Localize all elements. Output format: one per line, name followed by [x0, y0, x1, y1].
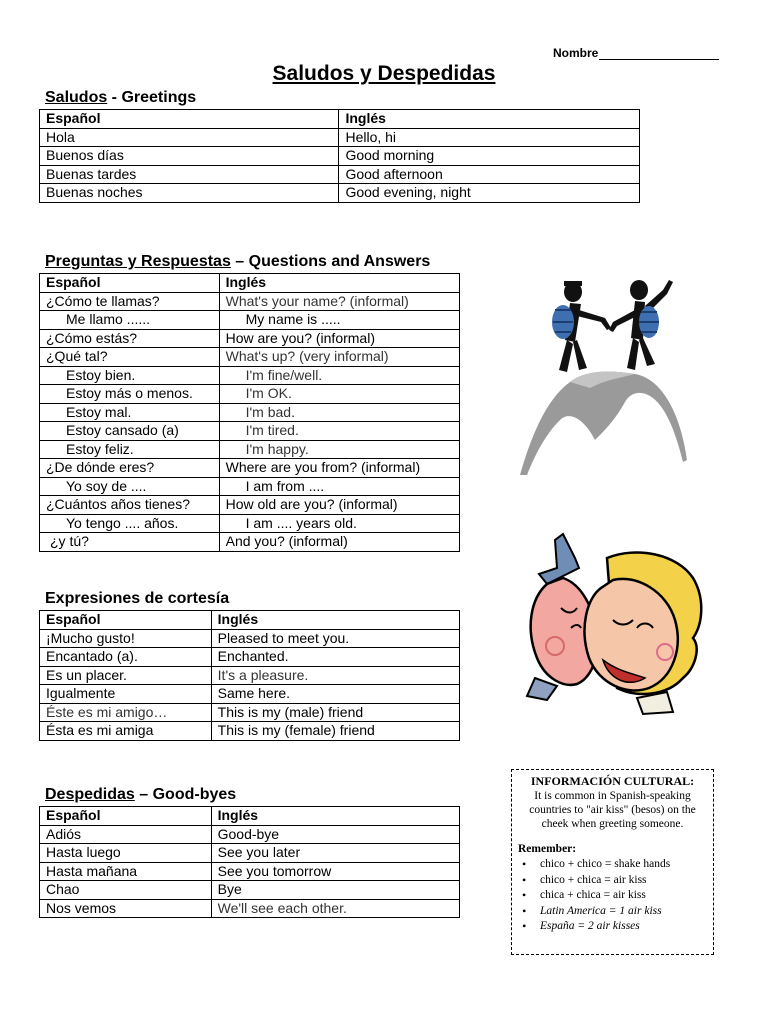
cortesia-heading: Expresiones de cortesía: [45, 590, 230, 607]
table-row: [40, 329, 460, 348]
table-cell: Estoy cansado (a): [40, 422, 220, 441]
header-cell: Español: [40, 110, 339, 129]
table-cell: How old are you? (informal): [219, 496, 459, 515]
table-header-row: [40, 110, 640, 129]
cultural-body: It is common in Spanish-speaking countries to "air kiss" (besos) on the cheek when greeting someone.: [529, 790, 696, 830]
table-cell: Igualmente: [40, 685, 212, 704]
table-header-row: [40, 274, 460, 293]
preguntas-heading-es: Preguntas y Respuestas: [45, 253, 231, 270]
hat-shape: [539, 534, 579, 584]
preguntas-heading: [45, 253, 430, 271]
header-cell: Inglés: [211, 611, 459, 630]
table-cell: We'll see each other.: [211, 899, 459, 918]
saludos-heading: [45, 89, 196, 107]
table-row: [40, 440, 460, 459]
name-field: [553, 46, 719, 60]
table-cell: Nos vemos: [40, 899, 212, 918]
table-row: [40, 366, 460, 385]
name-label: Nombre: [553, 46, 599, 60]
table-cell: ¿Cuántos años tienes?: [40, 496, 220, 515]
preguntas-table: [39, 273, 460, 552]
table-row: [40, 165, 640, 184]
page-title: Saludos y Despedidas: [272, 62, 496, 85]
table-cell: See you later: [211, 844, 459, 863]
header-cell: Español: [40, 807, 212, 826]
table-cell: ¿Cómo estás?: [40, 329, 220, 348]
remember-list: [518, 857, 707, 935]
list-item: • chico + chico = shake hands: [540, 857, 707, 873]
table-cell: ¿y tú?: [40, 533, 220, 552]
table-cell: What's your name? (informal): [219, 292, 459, 311]
table-row: [40, 147, 640, 166]
table-cell: Good morning: [339, 147, 640, 166]
header-cell: Español: [40, 274, 220, 293]
table-cell: I'm bad.: [219, 403, 459, 422]
left-hiker: [552, 281, 611, 372]
table-cell: I am .... years old.: [219, 514, 459, 533]
table-row: [40, 844, 460, 863]
table-cell: Buenos días: [40, 147, 339, 166]
table-row: [40, 685, 460, 704]
table-cell: Chao: [40, 881, 212, 900]
table-cell: This is my (male) friend: [211, 703, 459, 722]
table-cell: And you? (informal): [219, 533, 459, 552]
table-cell: It's a pleasure.: [211, 666, 459, 685]
table-cell: Good-bye: [211, 825, 459, 844]
table-cell: ¿Cómo te llamas?: [40, 292, 220, 311]
saludos-heading-es: Saludos: [45, 89, 108, 106]
list-item: • Latin America = 1 air kiss: [540, 904, 707, 920]
table-cell: What's up? (very informal): [219, 348, 459, 367]
table-cell: Buenas noches: [40, 184, 339, 203]
table-cell: Yo tengo .... años.: [40, 514, 220, 533]
remember-label: Remember:: [518, 843, 577, 855]
table-cell: How are you? (informal): [219, 329, 459, 348]
table-row: [40, 881, 460, 900]
saludos-heading-en: - Greetings: [107, 89, 197, 106]
table-row: [40, 899, 460, 918]
despedidas-heading: [45, 786, 236, 804]
table-cell: Es un placer.: [40, 666, 212, 685]
despedidas-heading-es: Despedidas: [45, 786, 135, 803]
table-cell: Adiós: [40, 825, 212, 844]
cortesia-table: [39, 610, 460, 741]
list-item: • España = 2 air kisses: [540, 919, 707, 935]
table-cell: Me llamo ......: [40, 311, 220, 330]
table-row: [40, 496, 460, 515]
table-cell: ¿Qué tal?: [40, 348, 220, 367]
table-cell: Hello, hi: [339, 128, 640, 147]
preguntas-heading-en: – Questions and Answers: [230, 253, 431, 270]
table-cell: Hasta mañana: [40, 862, 212, 881]
name-blank-line: [599, 47, 719, 60]
table-row: [40, 629, 460, 648]
header-cell: Inglés: [219, 274, 459, 293]
table-row: [40, 292, 460, 311]
cultural-info-box: [511, 769, 714, 955]
table-cell: Yo soy de ....: [40, 477, 220, 496]
despedidas-table: [39, 806, 460, 918]
table-cell: Enchanted.: [211, 648, 459, 667]
list-item: • chico + chica = air kiss: [540, 873, 707, 889]
table-header-row: [40, 611, 460, 630]
table-cell: ¿De dónde eres?: [40, 459, 220, 478]
table-cell: I am from ....: [219, 477, 459, 496]
table-cell: Estoy bien.: [40, 366, 220, 385]
table-cell: I'm fine/well.: [219, 366, 459, 385]
table-row: [40, 128, 640, 147]
table-row: [40, 385, 460, 404]
table-row: [40, 648, 460, 667]
header-cell: Inglés: [211, 807, 459, 826]
table-cell: Hola: [40, 128, 339, 147]
cultural-heading: INFORMACIÓN CULTURAL:: [530, 774, 695, 788]
table-cell: Éste es mi amigo…: [40, 703, 212, 722]
table-cell: Estoy más o menos.: [40, 385, 220, 404]
table-row: [40, 703, 460, 722]
right-hiker: [609, 280, 673, 370]
table-row: [40, 514, 460, 533]
despedidas-heading-en: – Good-byes: [134, 786, 237, 803]
table-cell: Good evening, night: [339, 184, 640, 203]
table-row: [40, 722, 460, 741]
table-cell: Encantado (a).: [40, 648, 212, 667]
table-cell: Bye: [211, 881, 459, 900]
table-cell: I'm happy.: [219, 440, 459, 459]
table-cell: Estoy feliz.: [40, 440, 220, 459]
table-row: [40, 459, 460, 478]
table-cell: Buenas tardes: [40, 165, 339, 184]
table-cell: Good afternoon: [339, 165, 640, 184]
table-cell: Estoy mal.: [40, 403, 220, 422]
table-cell: Where are you from? (informal): [219, 459, 459, 478]
table-cell: Ésta es mi amiga: [40, 722, 212, 741]
header-cell: Español: [40, 611, 212, 630]
air-kiss-illustration: [517, 528, 713, 724]
table-row: [40, 825, 460, 844]
table-cell: My name is .....: [219, 311, 459, 330]
table-row: [40, 533, 460, 552]
table-cell: ¡Mucho gusto!: [40, 629, 212, 648]
header-cell: Inglés: [339, 110, 640, 129]
table-row: [40, 184, 640, 203]
table-row: [40, 311, 460, 330]
table-row: [40, 862, 460, 881]
table-cell: See you tomorrow: [211, 862, 459, 881]
table-row: [40, 666, 460, 685]
table-header-row: [40, 807, 460, 826]
table-cell: I'm OK.: [219, 385, 459, 404]
table-row: [40, 403, 460, 422]
table-row: [40, 477, 460, 496]
table-cell: Pleased to meet you.: [211, 629, 459, 648]
table-cell: Hasta luego: [40, 844, 212, 863]
saludos-table: [39, 109, 640, 203]
hikers-illustration: [515, 270, 695, 480]
table-row: [40, 422, 460, 441]
list-item: • chica + chica = air kiss: [540, 888, 707, 904]
mountain-shape: [520, 372, 687, 475]
table-cell: Same here.: [211, 685, 459, 704]
table-row: [40, 348, 460, 367]
table-cell: This is my (female) friend: [211, 722, 459, 741]
table-cell: I'm tired.: [219, 422, 459, 441]
